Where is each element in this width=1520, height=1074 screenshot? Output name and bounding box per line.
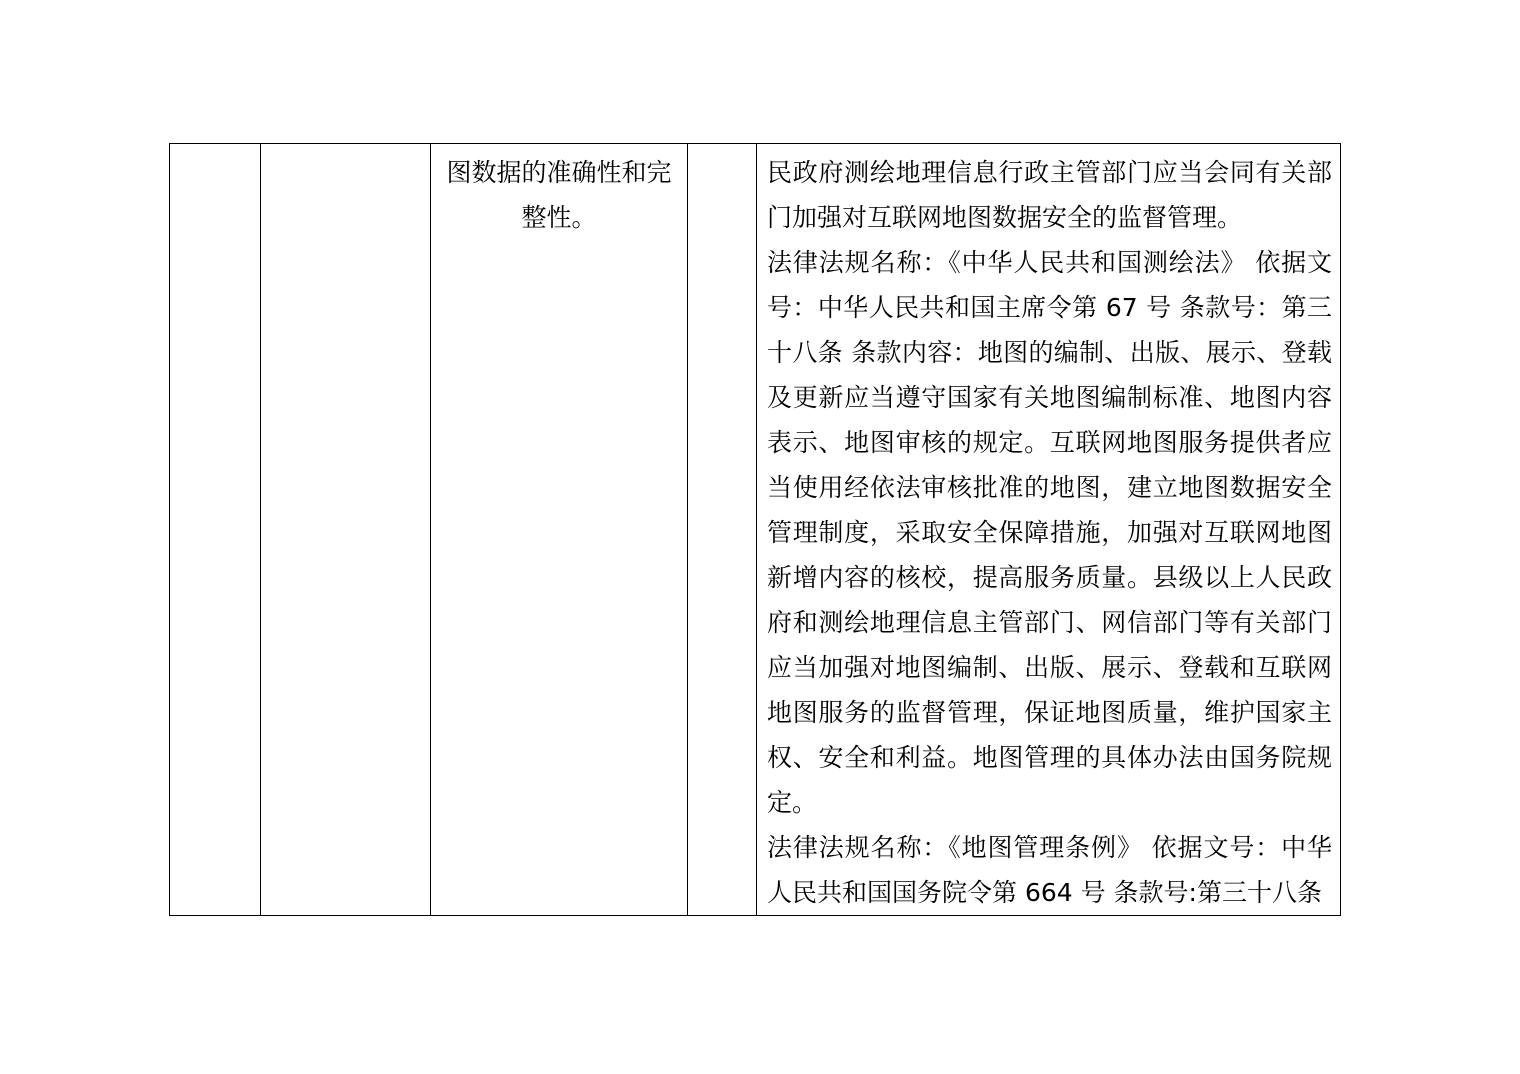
table-row	[170, 144, 1341, 916]
basis-paragraph: 民政府测绘地理信息行政主管部门应当会同有关部门加强对互联网地图数据安全的监督管理。	[767, 158, 1332, 232]
table-cell-legal-basis	[757, 144, 1341, 916]
basis-paragraph: 法律法规名称：《地图管理条例》 依据文号：中华人民共和国国务院令第 664 号 条款号:第三十八条	[767, 833, 1332, 907]
table-cell-col3: 图数据的准确性和完整性。	[431, 144, 688, 916]
document-table	[169, 143, 1341, 916]
basis-paragraph: 法律法规名称：《中华人民共和国测绘法》 依据文号：中华人民共和国主席令第 67 号 条款号：第三十八条 条款内容：地图的编制、出版、展示、登载及更新应当遵守国家有关地图编制标准、地图内容表示、地图审核的规定。互联网地图服务提供者应当使用经依法审核批准的地图，建立地图数据安全管理制度，采取安全保障措施，加强对互联网地图新增内容的核校，提高服务质量。县级以上人民政府和测绘地理信息主管部门、网信部门等有关部门应当加强对地图编制、出版、展示、登载和互联网地图服务的监督管理，保证地图质量，维护国家主权、安全和利益。地图管理的具体办法由国务院规定。	[767, 248, 1332, 817]
table-cell-col1	[170, 144, 261, 916]
table-cell-col4	[688, 144, 757, 916]
table-cell-col2	[261, 144, 431, 916]
